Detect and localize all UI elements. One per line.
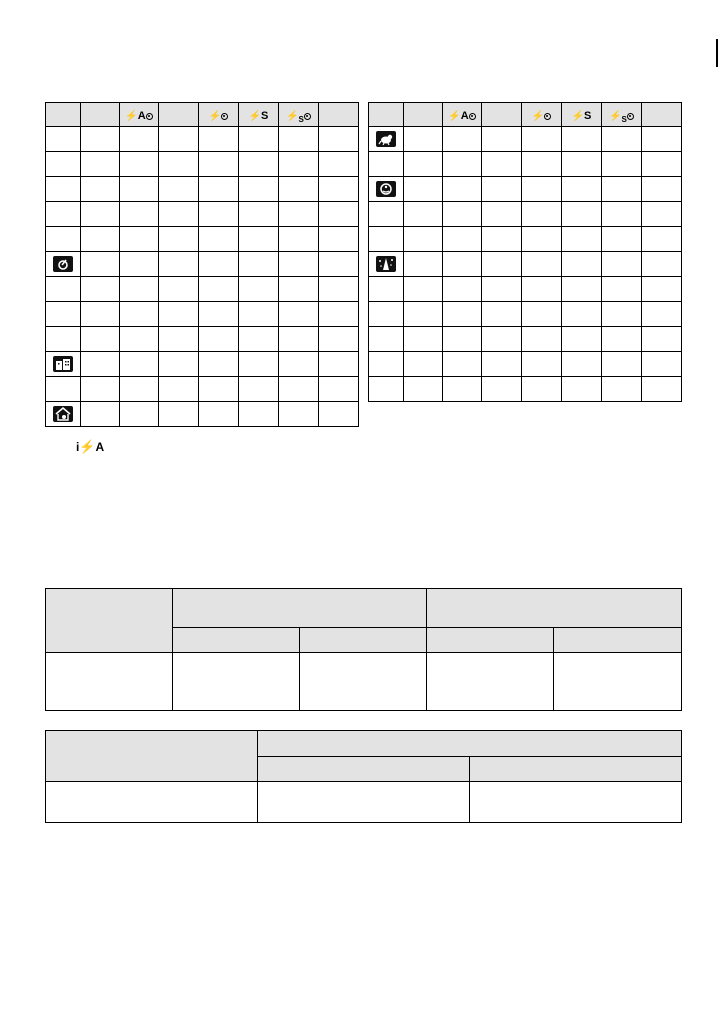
- table-row: [46, 152, 359, 177]
- flash-on-redeye-icon: ⚡: [209, 112, 228, 122]
- table-row: [369, 177, 682, 202]
- table-row: [46, 202, 359, 227]
- table-row: [46, 402, 359, 427]
- table-row: [46, 177, 359, 202]
- table-row: [46, 252, 359, 277]
- house-scene-icon: [53, 406, 73, 422]
- table-row: [46, 377, 359, 402]
- table-row: [369, 327, 682, 352]
- table-row: [369, 152, 682, 177]
- table-row: [46, 302, 359, 327]
- table-row: [46, 127, 359, 152]
- starry-sky-scene-icon: [376, 256, 396, 272]
- footnote-intelligent-auto-flash-icon: i⚡A: [76, 439, 105, 454]
- table-row: [369, 302, 682, 327]
- table-header-row: [369, 103, 682, 127]
- flash-slow-sync-redeye-icon: ⚡ S: [286, 112, 311, 122]
- flash-on-redeye-icon: ⚡: [532, 112, 551, 122]
- flash-slow-sync-redeye-icon: ⚡ S: [609, 112, 634, 122]
- table-row: [46, 352, 359, 377]
- table-row: [369, 227, 682, 252]
- table-header-row: [46, 731, 682, 757]
- table-row: [369, 127, 682, 152]
- table-row: [46, 277, 359, 302]
- table-row: [369, 252, 682, 277]
- flash-range-table: [45, 588, 682, 711]
- flash-auto-redeye-icon: ⚡ A: [448, 111, 475, 122]
- table-row: [46, 782, 682, 823]
- table-row: [369, 352, 682, 377]
- table-row: [46, 227, 359, 252]
- shutter-speed-table: [45, 730, 682, 823]
- flash-slow-sync-icon: ⚡ S: [248, 110, 269, 122]
- flash-slow-sync-icon: ⚡ S: [571, 110, 592, 122]
- page-edge-tab: [716, 39, 718, 67]
- building-scene-icon: [53, 356, 73, 372]
- flash-mode-table-left: [45, 102, 359, 427]
- pet-scene-icon: [376, 131, 396, 147]
- flash-auto-redeye-icon: ⚡ A: [125, 111, 152, 122]
- table-row: [46, 327, 359, 352]
- table-row: [46, 653, 682, 711]
- flash-mode-table-right: [368, 102, 682, 402]
- baby-scene-icon: [376, 181, 396, 197]
- food-scene-icon: [53, 256, 73, 272]
- table-header-row: [46, 589, 682, 628]
- table-row: [369, 202, 682, 227]
- table-header-row: [46, 103, 359, 127]
- table-row: [369, 377, 682, 402]
- table-row: [369, 277, 682, 302]
